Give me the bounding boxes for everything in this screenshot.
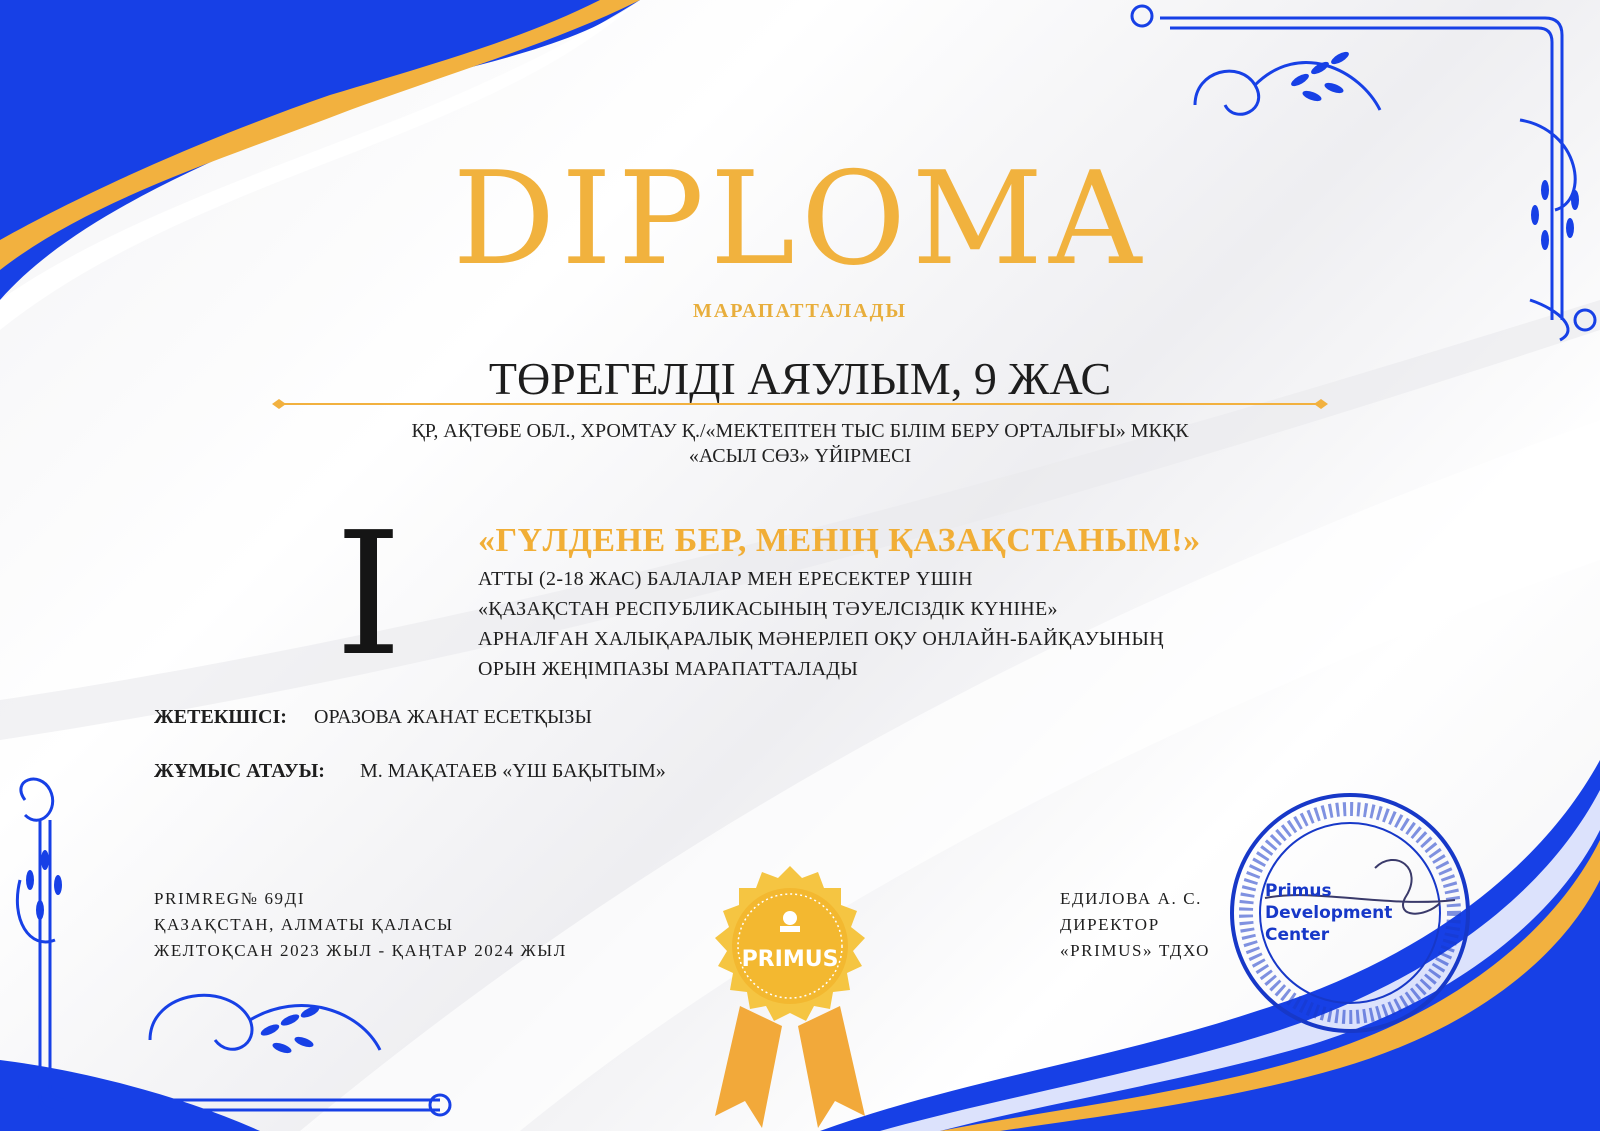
title-divider bbox=[272, 397, 1328, 411]
contest-title: «ГҮЛДЕНЕ БЕР, МЕНІҢ ҚАЗАҚСТАНЫМ!» bbox=[478, 522, 1201, 559]
signatory-organization: «PRIMUS» ТДХО bbox=[1060, 941, 1210, 960]
place-numeral: I bbox=[335, 496, 403, 694]
seal-text: PRIMUS bbox=[741, 947, 839, 972]
supervisor-label: ЖЕТЕКШІСІ: bbox=[154, 706, 287, 728]
contest-line: «ҚАЗАҚСТАН РЕСПУБЛИКАСЫНЫҢ ТӘУЕЛСІЗДІК КҮНІНЕ» bbox=[478, 598, 1058, 620]
contest-line: АТТЫ (2-18 ЖАС) БАЛАЛАР МЕН ЕРЕСЕКТЕР ҮШІН bbox=[478, 568, 973, 590]
supervisor-name: ОРАЗОВА ЖАНАТ ЕСЕТҚЫЗЫ bbox=[314, 706, 592, 728]
awarded-label: МАРАПАТТАЛАДЫ bbox=[692, 300, 908, 322]
contest-line: ОРЫН ЖЕҢІМПАЗЫ МАРАПАТТАЛАДЫ bbox=[478, 658, 859, 680]
diploma-title: DIPLOMA bbox=[452, 145, 1148, 294]
work-title: М. МАҚАТАЕВ «ҮШ БАҚЫТЫМ» bbox=[360, 760, 666, 782]
registration-number: PRIMREG№ 69ДІ bbox=[154, 889, 306, 908]
institution-line-2: «АСЫЛ СӨЗ» ҮЙІРМЕСІ bbox=[688, 445, 912, 467]
institution-line-1: ҚР, АҚТӨБЕ ОБЛ., ХРОМТАУ Қ./«МЕКТЕПТЕН ТЫС БІЛІМ БЕРУ ОРТАЛЫҒЫ» МКҚК bbox=[411, 420, 1189, 442]
stamp-line-3: Center bbox=[1265, 925, 1330, 945]
issue-period: ЖЕЛТОҚСАН 2023 ЖЫЛ - ҚАҢТАР 2024 ЖЫЛ bbox=[154, 941, 567, 960]
work-title-label: ЖҰМЫС АТАУЫ: bbox=[154, 760, 325, 782]
recipient-name: ТӨРЕГЕЛДІ АЯУЛЫМ, 9 ЖАС bbox=[488, 353, 1112, 404]
contest-line: АРНАЛҒАН ХАЛЫҚАРАЛЫҚ МӘНЕРЛЕП ОҚУ ОНЛАЙН-БАЙҚАУЫНЫҢ bbox=[478, 628, 1164, 650]
signatory-title: ДИРЕКТОР bbox=[1060, 915, 1160, 934]
official-stamp-icon bbox=[1225, 788, 1475, 1038]
stamp-line-2: Development bbox=[1265, 903, 1393, 923]
signatory-name: ЕДИЛОВА А. С. bbox=[1060, 889, 1203, 908]
issue-location: ҚАЗАҚСТАН, АЛМАТЫ ҚАЛАСЫ bbox=[154, 915, 454, 934]
stamp-line-1: Primus bbox=[1265, 881, 1332, 901]
gold-seal-icon bbox=[700, 866, 880, 1131]
